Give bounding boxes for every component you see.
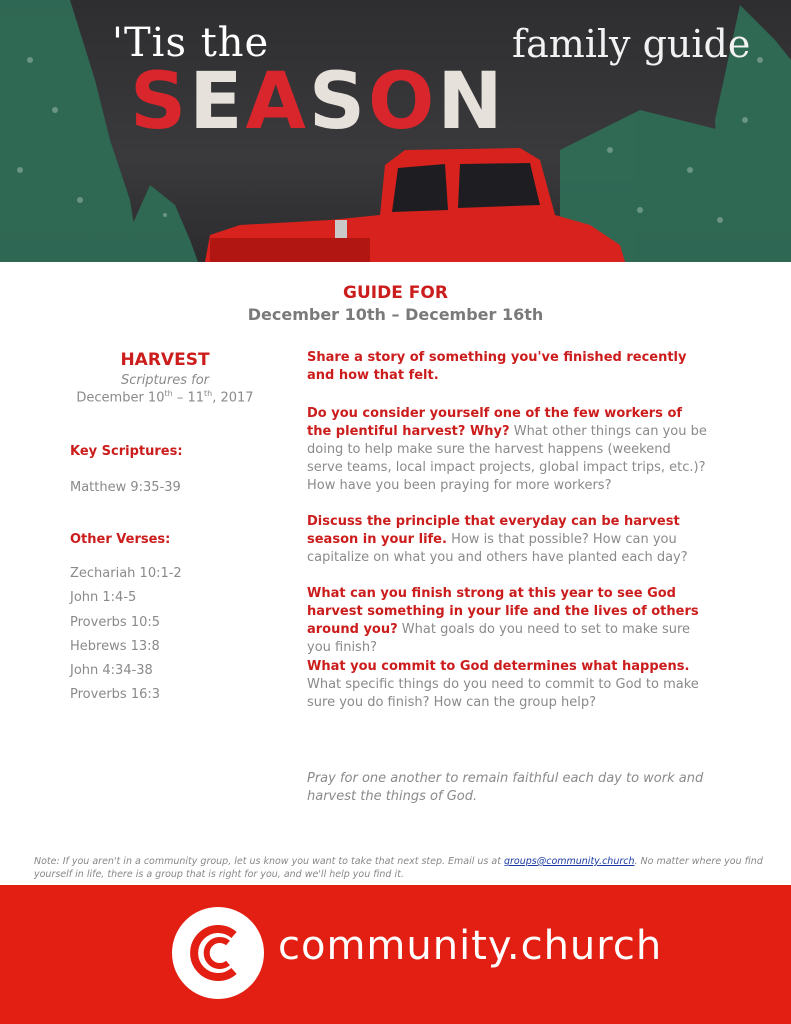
other-verses-list (70, 566, 182, 712)
question: Do you consider yourself one of the few workers of the plentiful harvest? Why? What other things can you be doing to help make sure the harvest happens (weekend serve teams, local impact projects, global impact trips, etc.)? How have you been praying for more workers? (307, 406, 707, 493)
season-title (130, 57, 506, 147)
church-logo-icon (172, 907, 264, 999)
verse-item: Proverbs 10:5 (70, 614, 161, 630)
header-banner (0, 0, 791, 262)
church-name: community.church (278, 923, 663, 969)
other-verses-heading: Other Verses: (70, 532, 171, 547)
prayer-text: Pray for one another to remain faithful each day to work and harvest the things of God. (307, 771, 704, 804)
guide-for-heading: GUIDE FOR (343, 283, 448, 303)
season-letter: S (308, 57, 369, 147)
season-letter: O (368, 57, 438, 147)
family-guide-title: family guide (512, 22, 751, 66)
verse-item: Hebrews 13:8 (70, 638, 160, 654)
footer-bar (0, 885, 791, 1024)
question: What can you finish strong at this year to see God harvest something in your life and the lives of others around you? What goals do you need to set to make sure you finish? (307, 586, 699, 655)
scriptures-for-label: Scriptures for (120, 373, 210, 388)
verse-item: Proverbs 16:3 (70, 687, 161, 703)
key-verse: Matthew 9:35-39 (70, 480, 181, 495)
footer-note: Note: If you aren't in a community group, let us know you want to take that next step. Email us at groups@community.church. No matter where you find yourself in life, there is a group that is right for you, and we'll help you find it. (34, 856, 763, 880)
season-letter: S (130, 57, 190, 147)
season-letter: N (437, 57, 506, 147)
verse-item: Zechariah 10:1-2 (70, 566, 182, 581)
season-letter: A (245, 57, 309, 147)
harvest-heading: HARVEST (120, 350, 210, 370)
question: Share a story of something you've finished recently and how that felt. (307, 350, 687, 383)
email-link[interactable]: groups@community.church (503, 856, 635, 867)
left-column (60, 350, 285, 405)
season-letter: E (189, 57, 246, 147)
key-scriptures-heading: Key Scriptures: (70, 444, 183, 459)
verse-item: John 1:4-5 (70, 590, 137, 606)
question: What you commit to God determines what happens. What specific things do you need to commit to God to make sure you do finish? How can the group help? (307, 659, 699, 710)
date-range: December 10th – December 16th (247, 305, 544, 324)
verse-item: John 4:34-38 (70, 663, 153, 679)
question: Discuss the principle that everyday can be harvest season in your life. How is that possible? How can you capitalize on what you and others have planted each day? (307, 514, 688, 565)
tis-the-title: 'Tis the (112, 20, 270, 66)
scriptures-date: December 10th – 11th, 2017 (76, 389, 254, 406)
